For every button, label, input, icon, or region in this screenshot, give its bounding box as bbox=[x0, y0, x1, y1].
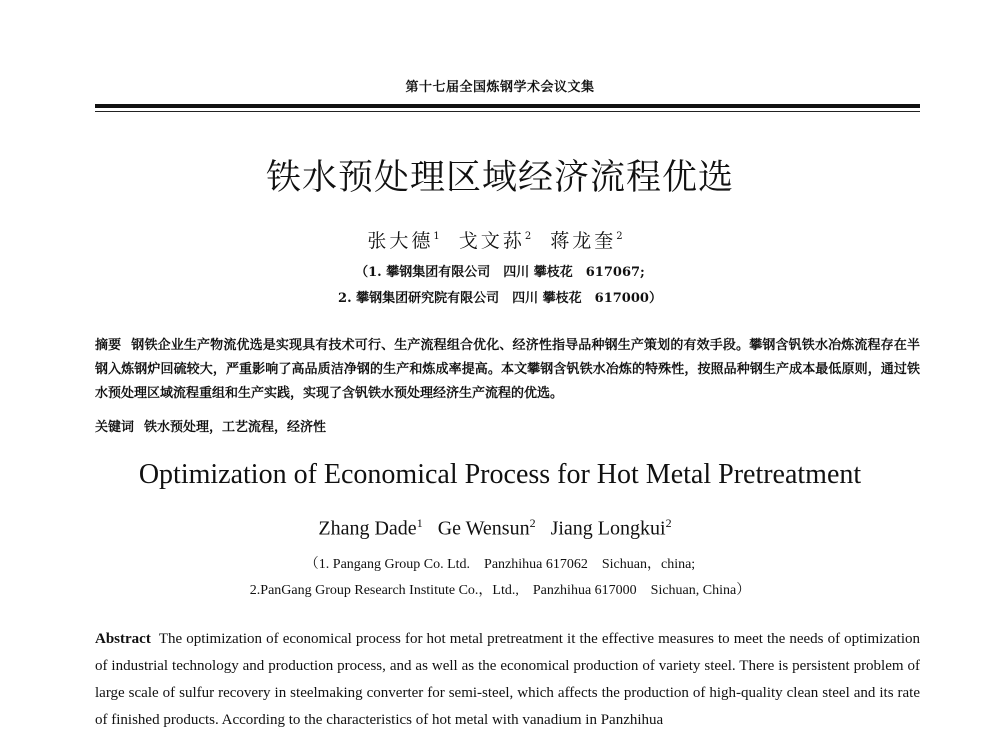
author-en-3-sup: 2 bbox=[665, 516, 672, 530]
keywords-zh-text: 铁水预处理，工艺流程，经济性 bbox=[144, 420, 327, 435]
author-zh-3-sup: 2 bbox=[616, 231, 623, 242]
abstract-zh-text: 钢铁企业生产物流优选是实现具有技术可行、生产流程组合优化、经济性指导品种钢生产策划的有效手段。攀钢含钒铁水冶炼流程存在半钢入炼钢炉回硫较大，严重影响了高品质洁净钢的生产和炼成率提高。本文攀钢含钒铁水冶炼的特殊性，按照品种钢生产成本最低原则，通过铁水预处理区域流程重组和生产实践，实现了含钒铁水预处理经济生产流程的优选。 bbox=[95, 338, 920, 401]
author-zh-1: 张大德 bbox=[367, 230, 434, 252]
paper-title-zh: 铁水预处理区域经济流程优选 bbox=[265, 158, 734, 198]
affiliation-en-1: （1. Pangang Group Co. Ltd. Panzhihua 617062 Sichuan，china; bbox=[304, 557, 696, 572]
paper-title-en: Optimization of Economical Process for Hot Metal Pretreatment bbox=[138, 459, 862, 490]
author-zh-1-sup: 1 bbox=[433, 231, 440, 242]
abstract-en-label: Abstract bbox=[95, 631, 151, 647]
keywords-zh-label: 关键词 bbox=[95, 420, 135, 435]
abstract-zh bbox=[95, 334, 920, 406]
author-zh-2: 戈文荪 bbox=[458, 230, 525, 252]
author-en-2: Ge Wensun bbox=[437, 517, 530, 540]
keywords-zh bbox=[95, 416, 920, 435]
authors-zh bbox=[0, 226, 1000, 253]
abstract-zh-label: 摘要 bbox=[95, 338, 122, 353]
affiliation-zh-2: 2. 攀钢集团研究院有限公司 四川 攀枝花 617000） bbox=[338, 291, 662, 306]
abstract-en bbox=[95, 626, 920, 734]
author-en-1-sup: 1 bbox=[416, 516, 423, 530]
author-zh-3: 蒋龙奎 bbox=[550, 230, 617, 252]
abstract-en-text: The optimization of economical process for hot metal pretreatment it the effective measures to meet the needs of optimization of industrial technology and production process, and as well as the economical production of variety steel. There is persistent problem of large scale of sulfur recovery in steelmaking converter for semi-steel, which affects the production of high-quality clean steel and its rate of finished products. According to the characteristics of hot metal with vanadium in Panzhihua bbox=[95, 631, 920, 728]
affiliation-zh-1: （1. 攀钢集团有限公司 四川 攀枝花 617067; bbox=[355, 265, 645, 280]
header-rule-thick bbox=[95, 104, 920, 108]
author-en-2-sup: 2 bbox=[529, 516, 536, 530]
affiliation-en-2: 2.PanGang Group Research Institute Co.，Ltd., Panzhihua 617000 Sichuan, China） bbox=[249, 583, 751, 598]
authors-en bbox=[0, 516, 1000, 541]
author-zh-2-sup: 2 bbox=[524, 231, 532, 242]
author-en-1: Zhang Dade bbox=[318, 517, 417, 540]
header-rule-thin bbox=[95, 111, 920, 112]
author-en-3: Jiang Longkui bbox=[550, 517, 666, 540]
running-head-title: 第十七届全国炼钢学术会议文集 bbox=[405, 80, 595, 95]
